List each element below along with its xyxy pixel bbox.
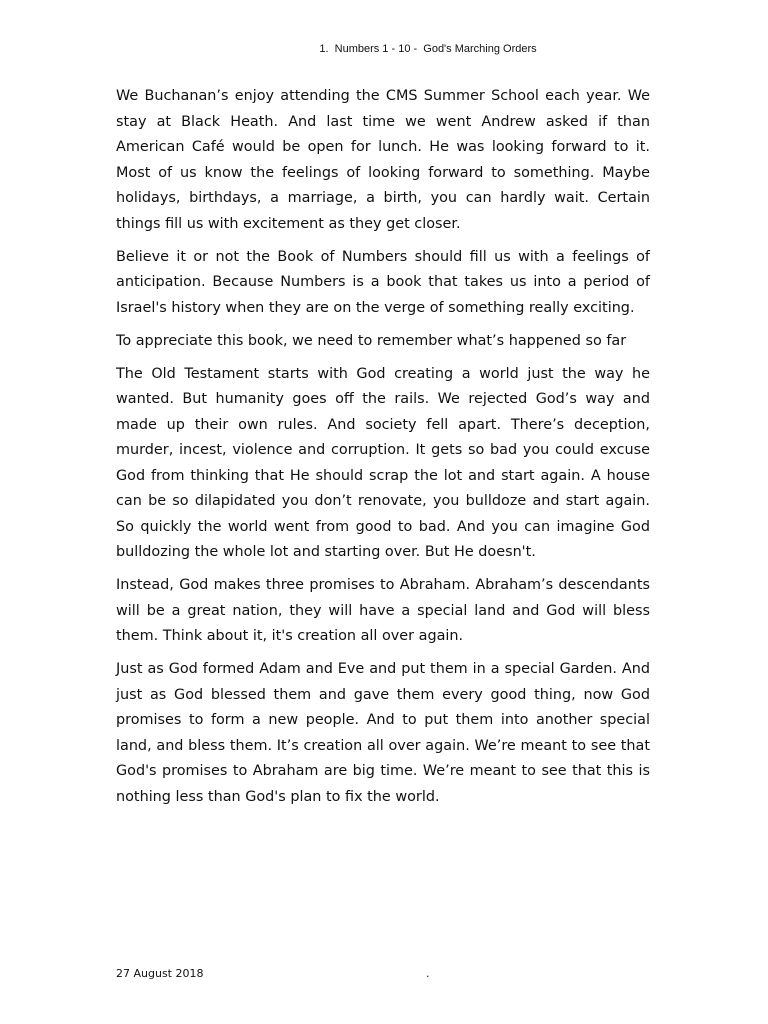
footer-page-marker: . <box>426 967 430 980</box>
body-paragraph-3: To appreciate this book, we need to remember what’s happened so far <box>116 332 627 349</box>
body-paragraph-6: Just as God formed Adam and Eve and put them in a special Garden. And just as God blessed them and gave them every good thing, now God promises to form a new people. And to put them into another special land, and bless them. It’s creation all over again. We’re meant to see that God's promises to Abraham are big time. We’re meant to see that this is nothing less than God's plan to fix the world. <box>116 661 650 805</box>
page-header-title: 1. Numbers 1 - 10 - God's Marching Orders <box>319 43 537 55</box>
body-paragraph-1: We Buchanan’s enjoy attending the CMS Summer School each year. We stay at Black Heath. And last time we went Andrew asked if than American Café would be open for lunch. He was looking forward to it. Most of us know the feelings of looking forward to something. Maybe holidays, birthdays, a marriage, a birth, you can hardly wait. Certain things fill us with excitement as they get closer. <box>116 88 650 232</box>
body-paragraph-4: The Old Testament starts with God creating a world just the way he wanted. But humanity goes off the rails. We rejected God’s way and made up their own rules. And society fell apart. There’s deception, murder, incest, violence and corruption. It gets so bad you could excuse God from thinking that He should scrap the lot and start again. A house can be so dilapidated you don’t renovate, you bulldoze and start again. So quickly the world went from good to bad. And you can imagine God bulldozing the whole lot and starting over. But He doesn't. <box>116 365 650 560</box>
footer-date: 27 August 2018 <box>116 967 204 980</box>
body-paragraph-2: Believe it or not the Book of Numbers should fill us with a feelings of anticipation. Because Numbers is a book that takes us into a period of Israel's history when they are on the verge of something really exciting. <box>116 248 650 316</box>
document-body <box>116 84 650 818</box>
body-paragraph-5: Instead, God makes three promises to Abraham. Abraham’s descendants will be a great nation, they will have a special land and God will bless them. Think about it, it's creation all over again. <box>116 577 650 644</box>
